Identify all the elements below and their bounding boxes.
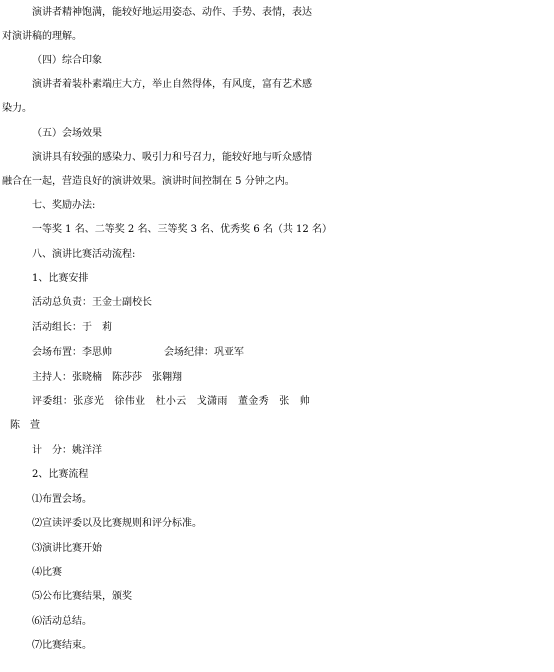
paragraph-line: 对演讲稿的理解。 [2, 31, 82, 42]
list-item: ⑺比赛结束。 [32, 640, 92, 651]
paragraph-line: 演讲者着装朴素端庄大方，举止自然得体，有风度，富有艺术感 [32, 79, 312, 90]
list-item: ⑷比赛 [32, 567, 62, 578]
paragraph-line: 染力。 [2, 103, 32, 114]
list-item: ⑵宣读评委以及比赛规则和评分标准。 [32, 518, 202, 529]
section-heading: 八、演讲比赛活动流程: [32, 249, 136, 260]
list-item: ⑴布置会场。 [32, 494, 92, 505]
list-item: 活动组长：于 莉 [32, 322, 112, 333]
paragraph-line: 一等奖 1 名、二等奖 2 名、三等奖 3 名、优秀奖 6 名（共 12 名） [32, 224, 332, 235]
paragraph-line: 演讲者精神饱满，能较好地运用姿态、动作、手势、表情，表达 [32, 7, 312, 18]
list-item: 陈 萱 [10, 420, 40, 431]
subsection-heading: 1、比赛安排 [32, 273, 89, 284]
list-item: 主持人：张晓楠 陈莎莎 张翱翔 [32, 372, 182, 383]
list-item-part: 会场布置：李思帅 [32, 347, 112, 358]
list-item: 评委组：张彦光 徐伟业 杜小云 戈潇雨 董金秀 张 帅 [32, 396, 311, 407]
list-item: ⑸公布比赛结果，颁奖 [32, 591, 132, 602]
list-item-part: 会场纪律：巩亚军 [164, 347, 244, 358]
list-item: ⑹活动总结。 [32, 616, 92, 627]
section-heading: （五）会场效果 [32, 128, 102, 139]
list-item: 计 分：姚洋洋 [32, 445, 102, 456]
paragraph-line: 融合在一起，营造良好的演讲效果。演讲时间控制在 5 分钟之内。 [2, 176, 295, 187]
paragraph-line: 演讲具有较强的感染力、吸引力和号召力，能较好地与听众感情 [32, 152, 312, 163]
subsection-heading: 2、比赛流程 [32, 469, 89, 480]
list-item: 活动总负责：王金士副校长 [32, 297, 152, 308]
list-item: ⑶演讲比赛开始 [32, 543, 102, 554]
section-heading: （四）综合印象 [32, 55, 102, 66]
list-item [0, 341, 554, 365]
section-heading: 七、奖励办法: [32, 200, 96, 211]
